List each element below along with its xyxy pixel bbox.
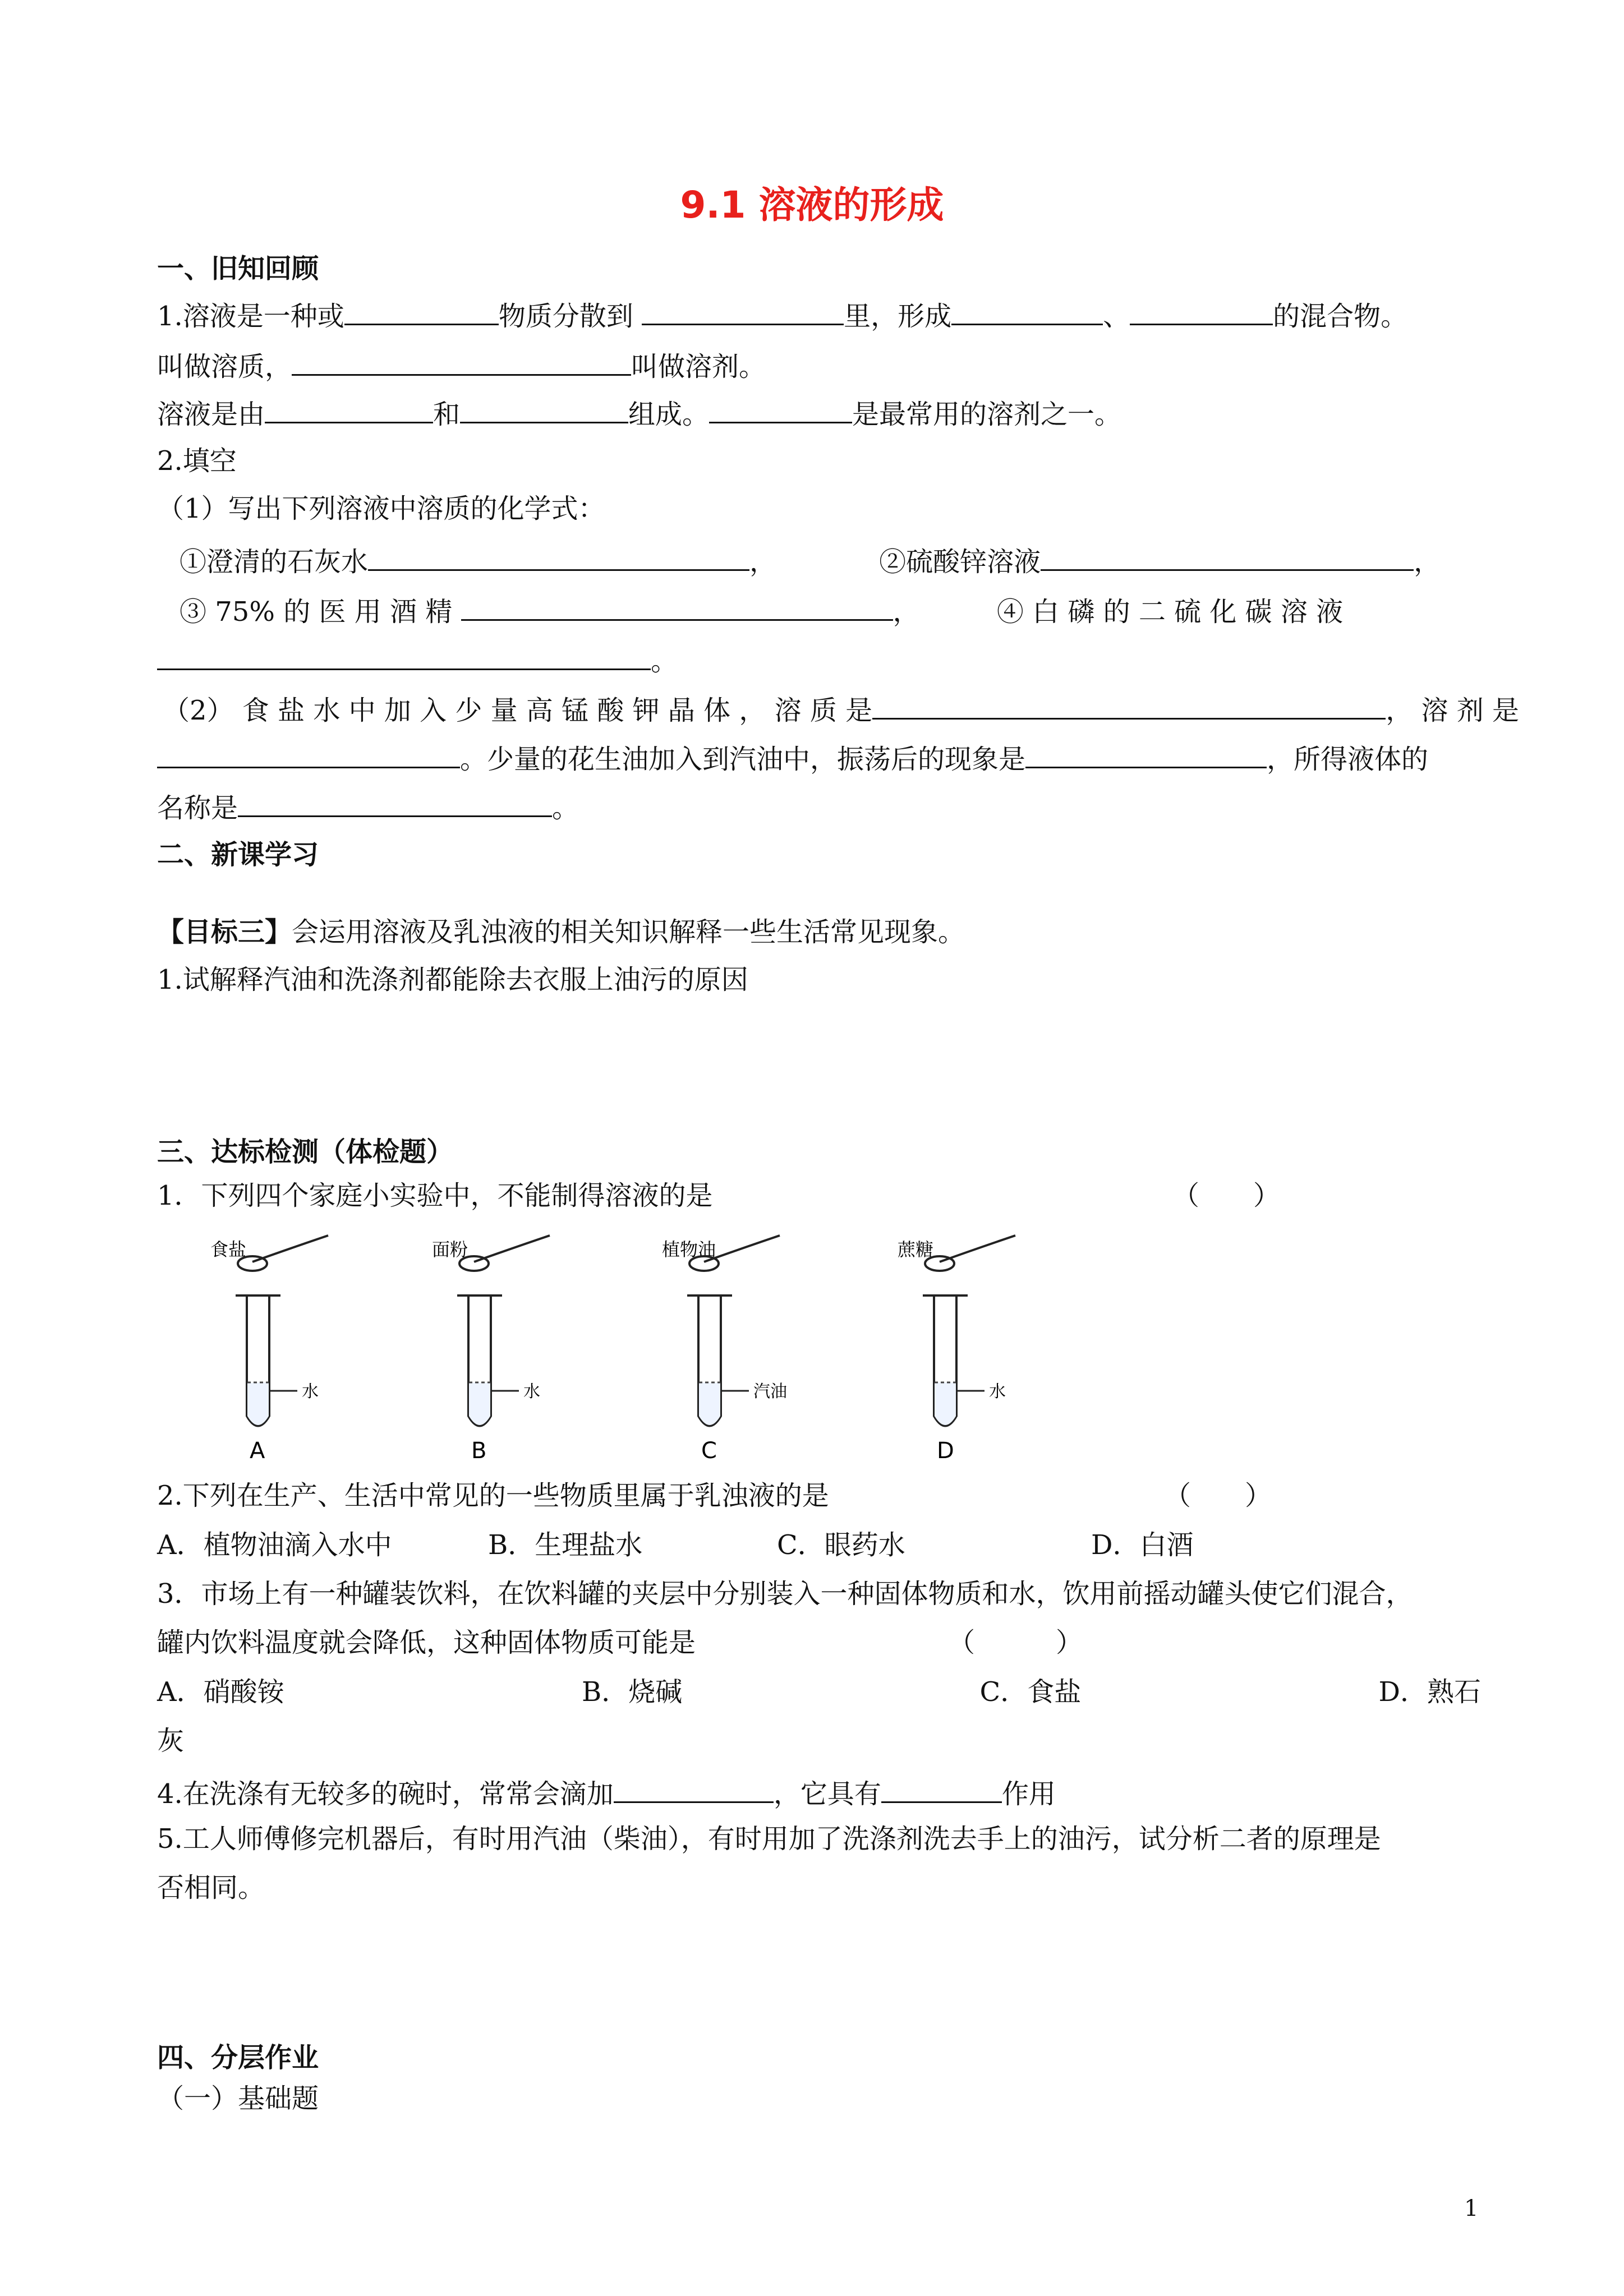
blank-field[interactable] — [642, 294, 844, 325]
liquid-label: 水 — [989, 1382, 1006, 1401]
option-c[interactable]: C．食盐 — [979, 1676, 1082, 1708]
option-b[interactable]: B．生理盐水 — [488, 1529, 643, 1561]
blank-field[interactable] — [368, 540, 749, 571]
blank-field[interactable] — [1041, 540, 1414, 571]
blank-field[interactable] — [292, 345, 631, 376]
goal-line: 【目标三】会运用溶液及乳浊液的相关知识解释一些生活常见现象。 — [157, 916, 965, 948]
substance-label: 植物油 — [662, 1239, 716, 1260]
test-q3-wrap: 灰 — [157, 1725, 185, 1756]
review-line-9: （2） 食 盐 水 中 加 入 少 量 高 锰 酸 钾 晶 体 ， 溶 质 是 ， 溶 剂 是 — [163, 689, 1519, 729]
option-a[interactable]: A．植物油滴入水中 — [157, 1529, 392, 1561]
option-letter: B — [471, 1438, 487, 1464]
option-letter: D — [937, 1438, 954, 1464]
blank-field[interactable] — [1025, 737, 1267, 768]
page-number: 1 — [1464, 2196, 1479, 2221]
section-heading-review: 一、旧知回顾 — [157, 253, 319, 284]
review-line-6: ①澄清的石灰水 ， ②硫酸锌溶液 ， — [180, 540, 1441, 580]
blank-field[interactable] — [1130, 294, 1273, 325]
test-tube-a — [210, 1235, 328, 1464]
review-line-7: ③ 75% 的 医 用 酒 精 ， ④ 白 磷 的 二 硫 化 碳 溶 液 — [180, 590, 1343, 630]
review-line-4: 2.填空 — [157, 445, 237, 477]
review-line-5: （1）写出下列溶液中溶质的化学式： — [157, 493, 605, 524]
substance-label: 蔗糖 — [898, 1239, 934, 1260]
liquid-label: 水 — [302, 1382, 319, 1401]
answer-paren: （ ） — [1172, 1180, 1281, 1211]
blank-field[interactable] — [881, 1772, 1002, 1803]
test-q5-line-2: 否相同。 — [157, 1872, 265, 1903]
blank-field[interactable] — [238, 786, 552, 817]
review-line-2: 叫做溶质， 叫做溶剂。 — [157, 345, 766, 385]
review-line-10: 。少量的花生油加入到汽油中，振荡后的现象是 ，所得液体的 — [157, 737, 1428, 777]
test-tube-figure — [208, 1231, 1049, 1478]
option-a[interactable]: A．硝酸铵 — [157, 1676, 284, 1708]
blank-field[interactable] — [157, 639, 651, 670]
blank-field[interactable] — [157, 737, 460, 768]
test-tube-d — [898, 1235, 1015, 1464]
page-title: 9.1 溶液的形成 — [680, 183, 944, 227]
review-line-8: 。 — [157, 639, 678, 679]
test-q4: 4.在洗涤有无较多的碗时，常常会滴加 ，它具有 作用 — [157, 1772, 1056, 1812]
test-q2-options — [157, 1527, 1194, 1563]
blank-field[interactable] — [709, 393, 852, 423]
option-b[interactable]: B．烧碱 — [581, 1676, 683, 1708]
section-heading-homework: 四、分层作业 — [157, 2042, 319, 2073]
liquid-label: 汽油 — [753, 1382, 787, 1401]
blank-field[interactable] — [872, 689, 1386, 720]
test-tube-b — [432, 1235, 550, 1464]
test-q5-line-1: 5.工人师傅修完机器后，有时用汽油（柴油），有时用加了洗涤剂洗去手上的油污，试分析二者的原理是 — [157, 1823, 1381, 1855]
review-line-3: 溶液是由 和 组成。 是最常用的溶剂之一。 — [157, 393, 1121, 432]
substance-label: 面粉 — [432, 1239, 468, 1260]
test-q3-line-2: 罐内饮料温度就会降低，这种固体物质可能是 — [157, 1627, 696, 1658]
blank-field[interactable] — [344, 294, 499, 325]
answer-paren: （ ） — [948, 1627, 1083, 1658]
liquid-label: 水 — [523, 1382, 540, 1401]
test-q2: 2.下列在生产、生活中常见的一些物质里属于乳浊液的是 — [157, 1480, 829, 1511]
review-line-11: 名称是 。 — [157, 786, 579, 826]
new-lesson-q1: 1.试解释汽油和洗涤剂都能除去衣服上油污的原因 — [157, 964, 748, 995]
section-heading-new-lesson: 二、新课学习 — [157, 839, 319, 870]
blank-field[interactable] — [461, 590, 893, 621]
test-q3-options — [157, 1674, 1481, 1710]
blank-field[interactable] — [265, 393, 433, 423]
section-heading-test: 三、达标检测（体检题） — [157, 1136, 454, 1168]
option-d[interactable]: D．熟石 — [1378, 1676, 1481, 1708]
option-c[interactable]: C．眼药水 — [777, 1529, 905, 1561]
blank-field[interactable] — [951, 294, 1103, 325]
option-letter: C — [701, 1438, 717, 1464]
answer-paren: （ ） — [1164, 1480, 1272, 1511]
blank-field[interactable] — [614, 1772, 774, 1803]
option-letter: A — [250, 1438, 265, 1464]
homework-basic: （一）基础题 — [157, 2083, 319, 2114]
blank-field[interactable] — [460, 393, 628, 423]
goal-label: 【目标三】 — [157, 916, 292, 948]
test-q3-line-1: 3．市场上有一种罐装饮料，在饮料罐的夹层中分别装入一种固体物质和水，饮用前摇动罐头使它们混合， — [157, 1578, 1413, 1610]
test-q1: 1．下列四个家庭小实验中，不能制得溶液的是 — [157, 1180, 713, 1211]
option-d[interactable]: D．白酒 — [1091, 1529, 1194, 1561]
test-tube-c — [662, 1235, 787, 1464]
substance-label: 食盐 — [210, 1239, 247, 1260]
review-line-1: 1.溶液是一种或 物质分散到 里，形成 、 的混合物。 — [157, 294, 1407, 334]
